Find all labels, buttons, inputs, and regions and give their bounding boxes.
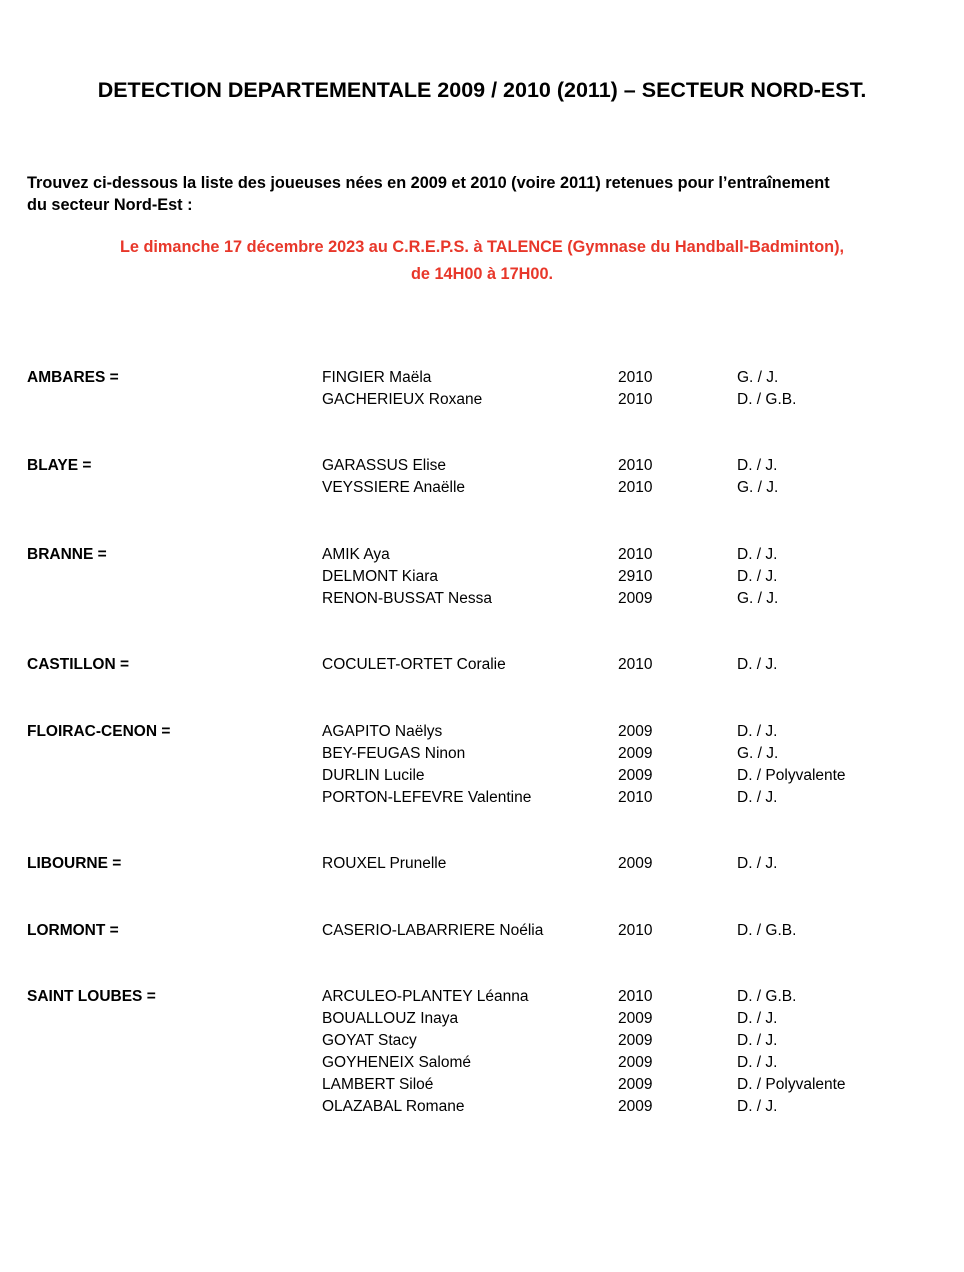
- intro-line-1: Trouvez ci-dessous la liste des joueuses nées en 2009 et 2010 (voire 2011) retenues pour l’entraînement: [27, 174, 830, 192]
- player-birth-year: 2010: [618, 479, 653, 496]
- player-position: D. / J.: [737, 546, 778, 563]
- player-birth-year: 2009: [618, 1098, 653, 1115]
- player-name: FINGIER Maëla: [322, 369, 432, 386]
- event-line-2: de 14H00 à 17H00.: [410, 265, 554, 283]
- player-row: [0, 920, 964, 942]
- club-name: CASTILLON =: [27, 656, 130, 673]
- player-name: ARCULEO-PLANTEY Léanna: [322, 988, 529, 1005]
- player-name: AGAPITO Naëlys: [322, 723, 443, 740]
- player-position: D. / G.B.: [737, 922, 797, 939]
- player-name: LAMBERT Siloé: [322, 1076, 434, 1093]
- player-name: PORTON-LEFEVRE Valentine: [322, 789, 532, 806]
- player-birth-year: 2010: [618, 656, 653, 673]
- club-name: BLAYE =: [27, 457, 92, 474]
- player-row: [0, 1030, 964, 1052]
- player-position: D. / G.B.: [737, 391, 797, 408]
- player-row: [0, 765, 964, 787]
- player-birth-year: 2009: [618, 1010, 653, 1027]
- player-row: [0, 455, 964, 477]
- player-position: D. / J.: [737, 1032, 778, 1049]
- player-name: VEYSSIERE Anaëlle: [322, 479, 466, 496]
- player-position: D. / G.B.: [737, 988, 797, 1005]
- player-name: BEY-FEUGAS Ninon: [322, 745, 466, 762]
- player-birth-year: 2009: [618, 1054, 653, 1071]
- player-birth-year: 2010: [618, 369, 653, 386]
- player-row: [0, 1008, 964, 1030]
- player-row: [0, 588, 964, 610]
- player-birth-year: 2009: [618, 767, 653, 784]
- player-position: D. / J.: [737, 1098, 778, 1115]
- club-name: LORMONT =: [27, 922, 119, 939]
- player-birth-year: 2010: [618, 546, 653, 563]
- player-row: [0, 1052, 964, 1074]
- player-position: D. / J.: [737, 855, 778, 872]
- player-position: D. / Polyvalente: [737, 1076, 846, 1093]
- player-row: [0, 389, 964, 411]
- document-title: DETECTION DEPARTEMENTALE 2009 / 2010 (2011) – SECTEUR NORD-EST.: [97, 78, 867, 102]
- player-birth-year: 2010: [618, 922, 653, 939]
- player-name: OLAZABAL Romane: [322, 1098, 465, 1115]
- player-position: D. / J.: [737, 789, 778, 806]
- player-name: ROUXEL Prunelle: [322, 855, 447, 872]
- player-row: [0, 743, 964, 765]
- player-name: COCULET-ORTET Coralie: [322, 656, 506, 673]
- player-position: D. / Polyvalente: [737, 767, 846, 784]
- player-position: D. / J.: [737, 1010, 778, 1027]
- player-name: GOYAT Stacy: [322, 1032, 417, 1049]
- player-position: D. / J.: [737, 656, 778, 673]
- club-name: LIBOURNE =: [27, 855, 122, 872]
- player-row: [0, 853, 964, 875]
- player-row: [0, 787, 964, 809]
- player-birth-year: 2009: [618, 723, 653, 740]
- player-birth-year: 2910: [618, 568, 653, 585]
- player-birth-year: 2010: [618, 391, 653, 408]
- player-birth-year: 2009: [618, 1076, 653, 1093]
- player-row: [0, 477, 964, 499]
- club-name: FLOIRAC-CENON =: [27, 723, 171, 740]
- player-position: D. / J.: [737, 568, 778, 585]
- player-position: G. / J.: [737, 590, 779, 607]
- player-name: DURLIN Lucile: [322, 767, 425, 784]
- player-position: G. / J.: [737, 369, 779, 386]
- player-name: RENON-BUSSAT Nessa: [322, 590, 492, 607]
- player-name: GOYHENEIX Salomé: [322, 1054, 472, 1071]
- player-position: D. / J.: [737, 723, 778, 740]
- player-name: GARASSUS Elise: [322, 457, 447, 474]
- player-position: D. / J.: [737, 1054, 778, 1071]
- club-name: AMBARES =: [27, 369, 119, 386]
- player-birth-year: 2010: [618, 988, 653, 1005]
- player-row: [0, 721, 964, 743]
- player-birth-year: 2009: [618, 590, 653, 607]
- player-row: [0, 566, 964, 588]
- player-row: [0, 986, 964, 1008]
- club-name: BRANNE =: [27, 546, 107, 563]
- player-birth-year: 2009: [618, 1032, 653, 1049]
- intro-line-2: du secteur Nord-Est :: [27, 196, 193, 214]
- player-name: GACHERIEUX Roxane: [322, 391, 483, 408]
- player-birth-year: 2010: [618, 789, 653, 806]
- player-name: DELMONT Kiara: [322, 568, 438, 585]
- player-name: AMIK Aya: [322, 546, 390, 563]
- player-name: CASERIO-LABARRIERE Noélia: [322, 922, 544, 939]
- player-row: [0, 367, 964, 389]
- player-position: D. / J.: [737, 457, 778, 474]
- player-row: [0, 1074, 964, 1096]
- player-birth-year: 2010: [618, 457, 653, 474]
- player-position: G. / J.: [737, 745, 779, 762]
- event-line-1: Le dimanche 17 décembre 2023 au C.R.E.P.S. à TALENCE (Gymnase du Handball-Badminton),: [119, 238, 845, 256]
- player-row: [0, 544, 964, 566]
- player-name: BOUALLOUZ Inaya: [322, 1010, 459, 1027]
- player-row: [0, 654, 964, 676]
- player-birth-year: 2009: [618, 855, 653, 872]
- player-position: G. / J.: [737, 479, 779, 496]
- player-birth-year: 2009: [618, 745, 653, 762]
- player-row: [0, 1096, 964, 1118]
- club-name: SAINT LOUBES =: [27, 988, 156, 1005]
